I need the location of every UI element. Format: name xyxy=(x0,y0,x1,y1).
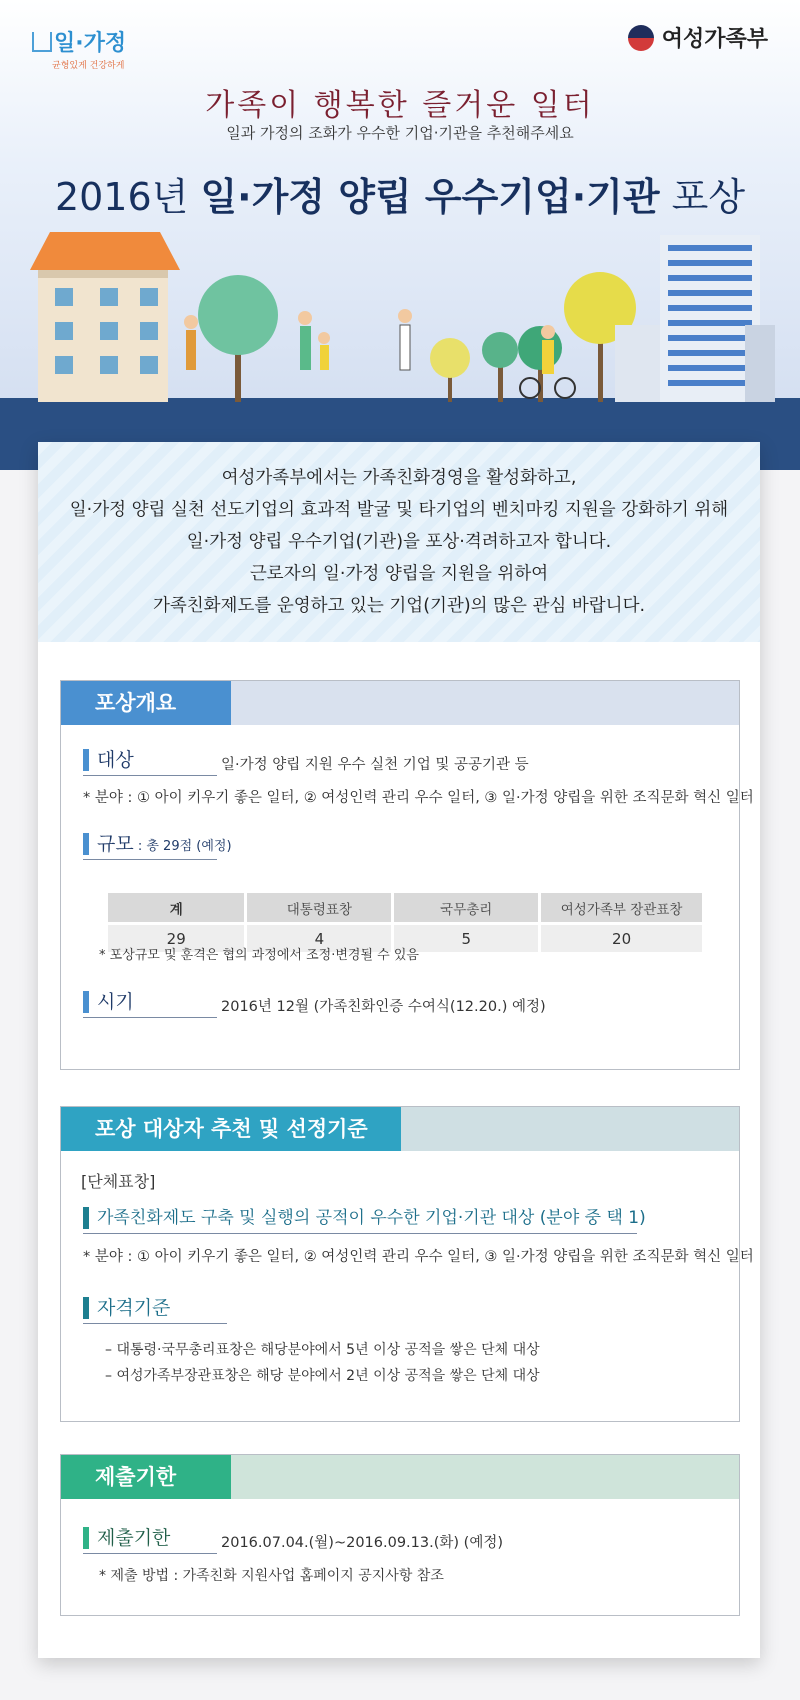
title-suffix: 포상 xyxy=(659,175,746,219)
field-note: * 분야 : ① 아이 키우기 좋은 일터, ② 여성인력 관리 우수 일터, ③ 일·가정 양립을 위한 조직문화 혁신 일터 xyxy=(83,790,754,806)
target-text: 일·가정 양립 지원 우수 실천 기업 및 공공기관 등 xyxy=(221,757,529,773)
overview-header xyxy=(61,681,739,725)
buildings-illustration xyxy=(615,235,775,402)
overview-section xyxy=(60,680,754,1070)
period-text: 2016년 12월 (가족친화인증 수여식(12.20.) 예정) xyxy=(221,999,546,1015)
table-header: 여성가족부 장관표창 xyxy=(541,893,702,922)
page-title xyxy=(0,166,800,221)
logo-title: 일·가정 xyxy=(54,31,127,56)
scale-label-text: 규모 xyxy=(97,833,134,855)
target-label-text: 대상 xyxy=(97,749,134,771)
scale-label xyxy=(83,831,232,860)
table-cell: 5 xyxy=(394,925,538,952)
deadline-section xyxy=(60,1454,740,1616)
table-header: 국무총리 xyxy=(394,893,538,922)
field-note: * 분야 : ① 아이 키우기 좋은 일터, ② 여성인력 관리 우수 일터, ③ 일·가정 양립을 위한 조직문화 혁신 일터 xyxy=(83,1249,754,1265)
qualification-label-text: 자격기준 xyxy=(97,1297,171,1319)
ministry-name: 여성가족부 xyxy=(661,27,768,52)
trees-illustration xyxy=(198,272,636,402)
deadline-label xyxy=(83,1525,217,1554)
target-label xyxy=(83,747,217,776)
overview-title: 포상개요 xyxy=(61,681,231,725)
taeguk-icon xyxy=(628,25,654,51)
period-label-text: 시기 xyxy=(97,991,134,1013)
town-illustration xyxy=(0,230,800,402)
table-cell: 20 xyxy=(541,925,702,952)
scale-count: : 총 29점 (예정) xyxy=(133,839,232,854)
table-header: 계 xyxy=(108,893,244,922)
deadline-date: 2016.07.04.(월)~2016.09.13.(화) (예정) xyxy=(221,1535,503,1551)
intro-line: 근로자의 일·가정 양립을 지원을 위하여 xyxy=(249,564,549,584)
intro-line: 여성가족부에서는 가족친화경영을 활성화하고, xyxy=(221,468,577,488)
intro-line: 일·가정 양립 실천 선도기업의 효과적 발굴 및 타기업의 벤치마킹 지원을 강화하기 위해 xyxy=(69,500,729,520)
deadline-header xyxy=(61,1455,739,1499)
qualification-label xyxy=(83,1295,227,1324)
house-illustration xyxy=(30,232,180,402)
hero-banner xyxy=(0,0,800,470)
deadline-title: 제출기한 xyxy=(61,1455,231,1499)
period-label xyxy=(83,989,217,1018)
ministry-logo xyxy=(628,22,768,53)
criteria-header xyxy=(61,1107,739,1151)
table-cell: 29 xyxy=(108,925,244,952)
house-icon xyxy=(32,32,52,52)
title-main: 일·가정 양립 우수기업·기관 xyxy=(200,175,660,219)
main-card xyxy=(38,442,760,1658)
qualification-item: – 대통령·국무총리표창은 해당분야에서 5년 이상 공적을 쌓은 단체 대상 xyxy=(105,1342,540,1358)
qualification-item: – 여성가족부장관표창은 해당 분야에서 2년 이상 공적을 쌓은 단체 대상 xyxy=(105,1368,540,1384)
table-cell: 4 xyxy=(247,925,391,952)
slogan-subtitle: 일과 가정의 조화가 우수한 기업·기관을 추천해주세요 xyxy=(226,124,574,142)
table-header: 대통령표창 xyxy=(247,893,391,922)
intro-line: 일·가정 양립 우수기업(기관)을 포상·격려하고자 합니다. xyxy=(186,532,612,552)
slogan: 가족이 행복한 즐거운 일터 xyxy=(205,88,595,123)
group-award-label: [단체표창] xyxy=(81,1172,156,1191)
submission-method: * 제출 방법 : 가족친화 지원사업 홈페이지 공지사항 참조 xyxy=(99,1568,444,1584)
criteria-section xyxy=(60,1106,754,1422)
table-header-row xyxy=(108,893,702,922)
deadline-label-text: 제출기한 xyxy=(97,1527,171,1549)
group-award-title xyxy=(83,1205,646,1234)
title-year: 2016년 xyxy=(54,175,201,219)
logo-subtitle: 균형있게 건강하게 xyxy=(52,61,125,71)
intro-line: 가족친화제도를 운영하고 있는 기업(기관)의 많은 관심 바랍니다. xyxy=(152,596,646,616)
scale-note: * 포상규모 및 훈격은 협의 과정에서 조정·변경될 수 있음 xyxy=(99,948,419,963)
group-award-title-text: 가족친화제도 구축 및 실행의 공적이 우수한 기업·기관 대상 (분야 중 택 1) xyxy=(97,1208,646,1228)
intro-text xyxy=(38,442,760,642)
criteria-title: 포상 대상자 추천 및 선정기준 xyxy=(61,1107,401,1151)
